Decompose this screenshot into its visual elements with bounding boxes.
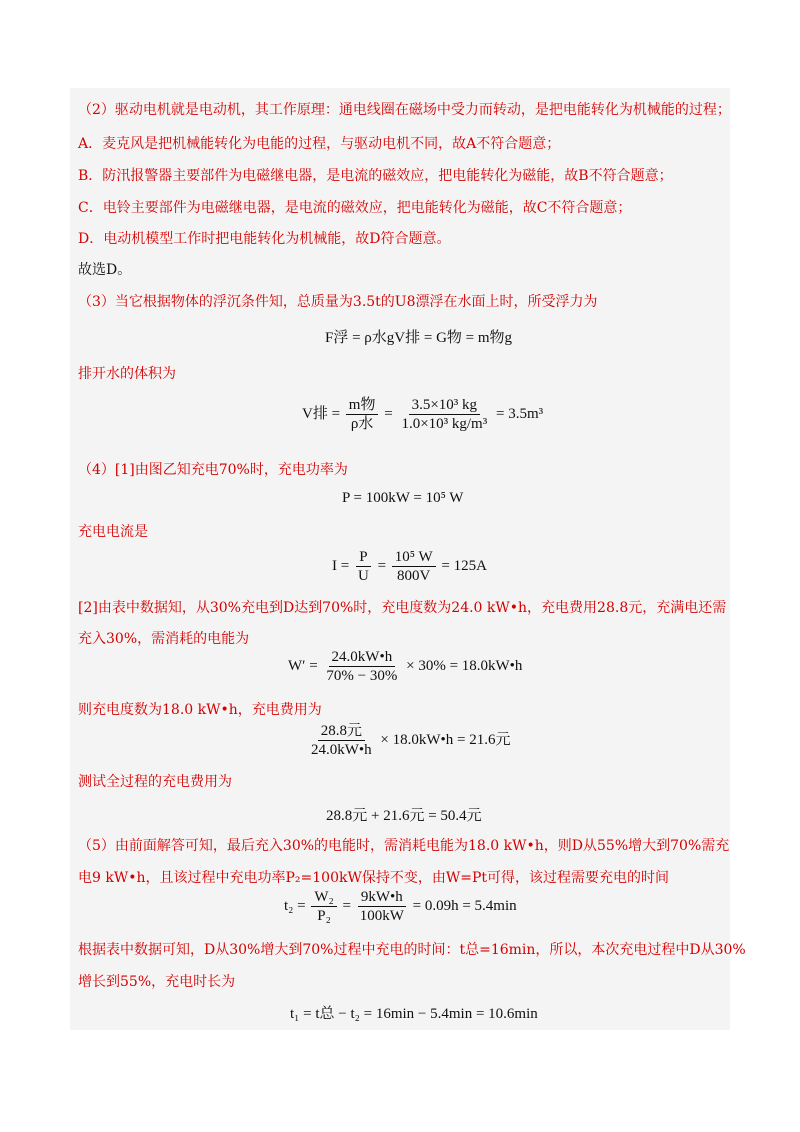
eq-lhs: V排 =	[302, 405, 341, 422]
fraction: $\frac{\text{m物}}{\text{ρ水}}$	[346, 396, 379, 433]
eq-result: × 30% = 18.0kW•h	[406, 657, 523, 674]
equation-total-cost: 28.8元 + 21.6元 = 50.4元	[326, 808, 482, 824]
text-line-5: D．电动机模型工作时把电能转化为机械能，故D符合题意。	[78, 231, 451, 247]
fraction: $\frac{\text{W₂}}{\text{P₂}}$	[311, 888, 336, 925]
text-line-12: 充入30%，需消耗的电能为	[78, 631, 250, 647]
text-line-18: 增长到55%，充电时长为	[78, 974, 236, 990]
equation-power: P = 100kW = 10⁵ W	[342, 490, 464, 506]
text-line-16: 电9 kW•h，且该过程中充电功率P₂=100kW保持不变，由W=Pt可得，该过程需要充电的时间	[78, 870, 670, 886]
eq-lhs: W′ =	[288, 657, 318, 674]
text-line-6: 故选D。	[78, 262, 132, 278]
text-line-9: （4）[1]由图乙知充电70%时，充电功率为	[78, 462, 348, 478]
text-line-15: （5）由前面解答可知，最后充入30%的电能时，需消耗电能为18.0 kW•h，则D从55%增大到70%需充	[78, 838, 730, 854]
equation-time	[284, 888, 517, 925]
eq-lhs: t₂ =	[284, 897, 306, 914]
text-line-2: A．麦克风是把机械能转化为电能的过程，与驱动电机不同，故A不符合题意；	[78, 136, 561, 152]
text-line-17: 根据表中数据可知，D从30%增大到70%过程中充电的时间：t总=16min，所以，本次充电过程中D从30%	[78, 942, 746, 958]
equation-cost	[306, 722, 511, 759]
fraction: $\frac{24.0kW•h}{70\% - 30\%}$	[326, 649, 398, 684]
text-line-14: 测试全过程的充电费用为	[78, 774, 232, 790]
equation-energy	[288, 648, 522, 685]
text-line-10: 充电电流是	[78, 524, 148, 540]
eq-result: × 18.0kW•h = 21.6元	[380, 731, 511, 748]
fraction: $\frac{9kW•h}{100kW}$	[359, 889, 404, 924]
fraction: $\frac{\text{28.8元}}{24.0kW•h}$	[311, 723, 372, 758]
text-line-4: C．电铃主要部件为电磁继电器，是电流的磁效应，把电能转化为磁能，故C不符合题意；	[78, 200, 632, 216]
eq-result: = 125A	[441, 557, 487, 574]
eq-lhs: I =	[332, 557, 350, 574]
text-line-8: 排开水的体积为	[78, 366, 176, 382]
equation-volume	[302, 396, 543, 433]
eq-sign: =	[384, 405, 393, 422]
fraction: $\frac{\text{10⁵ W}}{800V}$	[392, 548, 436, 585]
fraction: $\frac{P}{U}$	[357, 549, 369, 584]
text-line-1: （2）驱动电机就是电动机，其工作原理：通电线圈在磁场中受力而转动，是把电能转化为机械能的过程；	[78, 102, 731, 118]
fraction: $\frac{\text{3.5×10³ kg}}{\text{1.0×10³ kg/m³}}$	[401, 397, 488, 432]
eq-sign: =	[377, 557, 387, 574]
eq-result: = 0.09h = 5.4min	[412, 897, 517, 914]
equation-current	[332, 548, 487, 585]
eq-sign: =	[342, 897, 351, 914]
text-line-3: B．防汛报警器主要部件为电磁继电器，是电流的磁效应，把电能转化为磁能，故B不符合题意；	[78, 168, 673, 184]
text-line-7: （3）当它根据物体的浮沉条件知，总质量为3.5t的U8漂浮在水面上时，所受浮力为	[78, 294, 598, 310]
solution-panel	[70, 88, 746, 1030]
eq-result: = 3.5m³	[495, 405, 544, 422]
equation-duration: t₁ = t总 − t₂ = 16min − 5.4min = 10.6min	[290, 1006, 538, 1022]
text-line-13: 则充电度数为18.0 kW•h，充电费用为	[78, 702, 322, 718]
equation-buoyancy: F浮 = ρ水gV排 = G物 = m物g	[325, 330, 513, 346]
text-line-11: [2]由表中数据知，从30%充电到D达到70%时，充电度数为24.0 kW•h，充电费用28.8元，充满电还需	[78, 600, 727, 616]
